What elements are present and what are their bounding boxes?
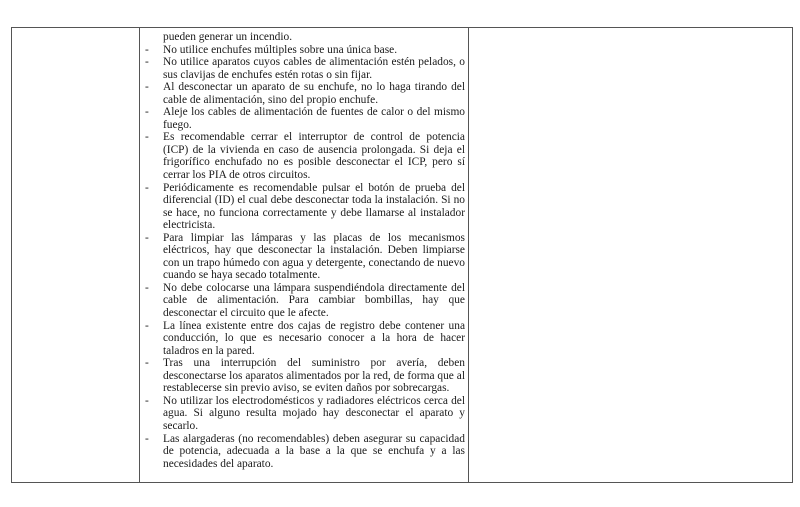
table-cell-left-empty (12, 28, 139, 482)
list-item (143, 182, 465, 232)
continuation-text: pueden generar un incendio. (163, 31, 293, 43)
list-item (143, 131, 465, 181)
list-item-text: Aleje los cables de alimentación de fuentes de calor o del mismo fuego. (163, 106, 465, 131)
list-item (143, 56, 465, 81)
list-item-text: Al desconectar un aparato de su enchufe, no lo haga tirando del cable de alimentación, sino del propio enchufe. (163, 81, 465, 106)
list-item-text: Para limpiar las lámparas y las placas de los mecanismos eléctricos, hay que desconectar la instalación. Deben limpiarse con un trapo húmedo con agua y detergente, conectando de nuevo cuando se haya secado totalmente. (163, 231, 465, 282)
document-table (11, 27, 793, 483)
list-item-text: No utilizar los electrodomésticos y radiadores eléctricos cerca del agua. Si alguno resulta mojado hay desconectar el aparato y secarlo. (163, 394, 465, 432)
list-item-text: Periódicamente es recomendable pulsar el botón de prueba del diferencial (ID) el cual debe desconectar toda la instalación. Si no se hace, no funciona correctamente y debe llamarse al instalador electricista. (163, 181, 465, 232)
list-item (143, 433, 465, 471)
list-item (143, 232, 465, 282)
bullet-dash: - (145, 281, 149, 294)
bullet-dash: - (145, 131, 149, 144)
bullet-dash: - (145, 394, 149, 407)
list-item-text: Las alargaderas (no recomendables) deben asegurar su capacidad de potencia, adecuada a la base a la que se enchufa y a las necesidades del aparato. (163, 432, 465, 470)
bullet-dash: - (145, 56, 149, 69)
list-item-text: No utilice enchufes múltiples sobre una única base. (163, 43, 398, 56)
list-item (143, 395, 465, 433)
table-cell-right-empty (468, 28, 792, 482)
list-item (143, 282, 465, 320)
bullet-dash: - (145, 432, 149, 445)
bullet-dash: - (145, 81, 149, 94)
list-item-text: La línea existente entre dos cajas de registro debe contener una conducción, lo que es necesario conocer a la hora de hacer taladros en la pared. (163, 319, 465, 357)
bullet-dash: - (145, 231, 149, 244)
list-item (143, 320, 465, 358)
list-item-text: No utilice aparatos cuyos cables de alimentación estén pelados, o sus clavijas de enchufes estén rotas o sin fijar. (163, 56, 465, 81)
list-item (143, 81, 465, 106)
list-item-text: No debe colocarse una lámpara suspendiéndola directamente del cable de alimentación. Para cambiar bombillas, hay que desconectar el circuito que le afecte. (163, 281, 465, 320)
bullet-dash: - (145, 357, 149, 370)
list-item-text: Es recomendable cerrar el interruptor de control de potencia (ICP) de la vivienda en caso de ausencia prolongada. Si deja el frigorífico enchufado no es posible desconectar el ICP, pero sí cerrar los PIA de otros circuitos. (163, 131, 465, 182)
bullet-dash: - (145, 106, 149, 119)
bullet-dash: - (145, 43, 149, 56)
bullet-dash: - (145, 181, 149, 194)
list-item (143, 106, 465, 131)
table-cell-safety-recommendations (139, 28, 468, 482)
list-item (143, 357, 465, 395)
list-item (143, 44, 465, 57)
list-item-text: Tras una interrupción del suministro por avería, deben desconectarse los aparatos alimentados por la red, de forma que al restablecerse sin previo aviso, se eviten daños por sobrecargas. (163, 357, 465, 395)
bullet-dash: - (145, 319, 149, 332)
recommendations-list (143, 31, 465, 470)
